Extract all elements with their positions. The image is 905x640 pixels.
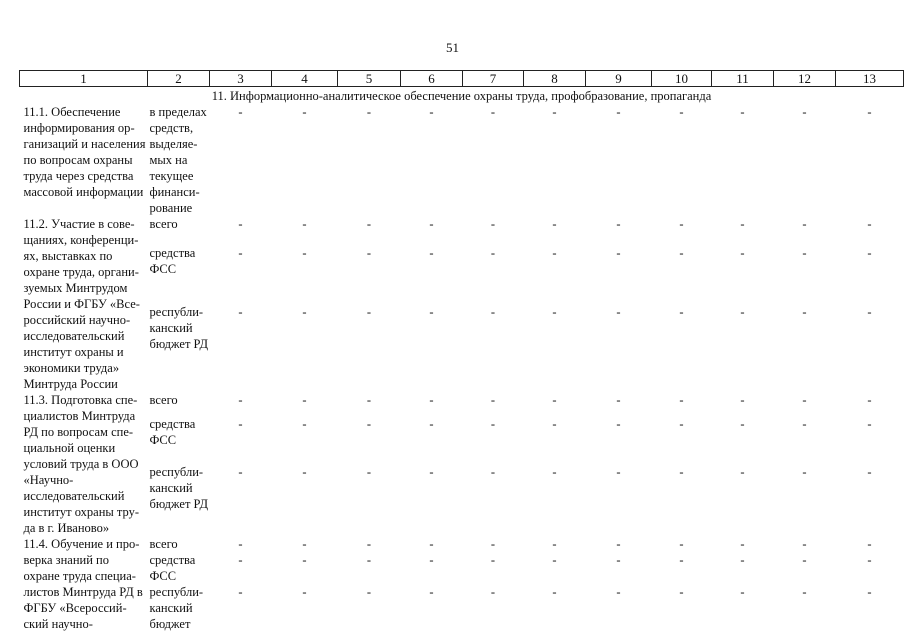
value-cell: -: [552, 465, 557, 479]
value-cell: -: [302, 553, 307, 567]
value-cell: -: [302, 246, 307, 261]
funding-source: республиканский бюджет РД: [149, 465, 209, 511]
col-header-5: 5: [338, 71, 401, 87]
value-cell: -: [366, 393, 372, 407]
value-cell: -: [616, 246, 621, 261]
table-row: [20, 416, 904, 464]
value-cell: -: [238, 304, 243, 319]
value-cell: -: [740, 537, 745, 551]
section-row: [20, 87, 904, 105]
value-cell: -: [490, 246, 496, 261]
value-cell: -: [490, 537, 496, 551]
value-cell: -: [740, 304, 745, 319]
table-row: [20, 552, 904, 584]
col-header-2: 2: [148, 71, 210, 87]
value-cell: -: [679, 553, 684, 567]
value-cell: -: [366, 553, 372, 567]
value-cell: -: [679, 304, 684, 319]
value-cell: -: [867, 217, 872, 231]
value-cell: -: [867, 105, 872, 119]
value-cell: -: [302, 585, 307, 599]
value-cell: -: [802, 393, 807, 407]
value-cell: -: [302, 393, 307, 407]
value-cell: -: [740, 246, 745, 261]
value-cell: -: [238, 393, 243, 407]
page-number: 51: [446, 40, 459, 55]
value-cell: -: [366, 217, 372, 231]
funding-source: в пределах средств, выделяемых на текущее финансирование: [149, 105, 207, 215]
value-cell: -: [616, 217, 621, 231]
value-cell: -: [552, 304, 557, 319]
table-row: [20, 584, 904, 632]
value-cell: -: [302, 465, 307, 479]
value-cell: -: [490, 417, 496, 431]
value-cell: -: [429, 537, 434, 551]
value-cell: -: [867, 417, 872, 431]
value-cell: -: [867, 465, 872, 479]
value-cell: -: [740, 417, 745, 431]
value-cell: -: [616, 393, 621, 407]
value-cell: -: [302, 304, 307, 319]
value-cell: -: [740, 585, 745, 599]
col-header-3: 3: [210, 71, 272, 87]
col-header-6: 6: [401, 71, 463, 87]
value-cell: -: [552, 105, 557, 119]
value-cell: -: [802, 246, 807, 261]
value-cell: -: [490, 553, 496, 567]
value-cell: -: [366, 304, 372, 319]
col-header-11: 11: [712, 71, 774, 87]
value-cell: -: [429, 553, 434, 567]
value-cell: -: [867, 585, 872, 599]
item-description: 11.4. Обучение и проверка знаний по охране труда специалистов Минтруда РД в ФГБУ «Всероссийский научно-: [23, 537, 143, 631]
value-cell: -: [552, 585, 557, 599]
value-cell: -: [802, 105, 807, 119]
value-cell: -: [366, 585, 372, 599]
value-cell: -: [238, 217, 243, 231]
section-title: 11. Информационно-аналитическое обеспечение охраны труда, профобразование, пропаганда: [211, 89, 712, 103]
value-cell: -: [802, 537, 807, 551]
col-header-13: 13: [836, 71, 904, 87]
value-cell: -: [740, 105, 745, 119]
funding-source: всего: [149, 537, 178, 551]
value-cell: -: [490, 585, 496, 599]
value-cell: -: [802, 553, 807, 567]
value-cell: -: [552, 246, 557, 261]
value-cell: -: [366, 417, 372, 431]
value-cell: -: [490, 465, 496, 479]
value-cell: -: [238, 417, 243, 431]
value-cell: -: [302, 105, 307, 119]
value-cell: -: [740, 217, 745, 231]
funding-source: средства ФСС: [149, 246, 196, 277]
value-cell: -: [302, 417, 307, 431]
value-cell: -: [802, 217, 807, 231]
value-cell: -: [802, 304, 807, 319]
value-cell: -: [490, 304, 496, 319]
col-header-7: 7: [463, 71, 524, 87]
value-cell: -: [238, 246, 243, 261]
value-cell: -: [679, 465, 684, 479]
value-cell: -: [679, 105, 684, 119]
value-cell: -: [679, 246, 684, 261]
value-cell: -: [429, 217, 434, 231]
value-cell: -: [802, 417, 807, 431]
value-cell: -: [616, 417, 621, 431]
value-cell: -: [490, 217, 496, 231]
table-row: [20, 104, 904, 216]
value-cell: -: [552, 393, 557, 407]
value-cell: -: [679, 585, 684, 599]
table-row: [20, 464, 904, 536]
value-cell: -: [616, 553, 621, 567]
value-cell: -: [429, 105, 434, 119]
table-row: [20, 392, 904, 416]
value-cell: -: [802, 465, 807, 479]
funding-source: республиканский бюджет РД: [149, 304, 209, 351]
funding-source: всего: [149, 217, 178, 231]
col-header-8: 8: [524, 71, 586, 87]
value-cell: -: [616, 465, 621, 479]
value-cell: -: [429, 585, 434, 599]
value-cell: -: [867, 553, 872, 567]
value-cell: -: [679, 537, 684, 551]
table-row: [20, 536, 904, 552]
value-cell: -: [238, 553, 243, 567]
value-cell: -: [366, 246, 372, 261]
value-cell: -: [679, 417, 684, 431]
col-header-10: 10: [652, 71, 712, 87]
table-row: [20, 216, 904, 245]
value-cell: -: [867, 246, 872, 261]
item-description: 11.3. Подготовка специалистов Минтруда РД по вопросам специальной оценки условий труда в ООО «Научно-исследовательский институт охраны труда в г. Иваново»: [23, 393, 140, 535]
value-cell: -: [490, 393, 496, 407]
funding-source: республиканский бюджет: [149, 585, 204, 631]
value-cell: -: [740, 393, 745, 407]
value-cell: -: [867, 537, 872, 551]
value-cell: -: [867, 393, 872, 407]
budget-table: [19, 70, 903, 632]
value-cell: -: [429, 246, 434, 261]
value-cell: -: [616, 537, 621, 551]
header-row: [20, 71, 904, 87]
item-description: 11.1. Обеспечение информирования организаций и населения по вопросам охраны труда через средства массовой информации: [23, 105, 146, 199]
value-cell: -: [238, 585, 243, 599]
col-header-4: 4: [272, 71, 338, 87]
value-cell: -: [740, 553, 745, 567]
funding-source: средства ФСС: [149, 553, 196, 583]
col-header-12: 12: [774, 71, 836, 87]
funding-source: средства ФСС: [149, 417, 196, 447]
value-cell: -: [552, 537, 557, 551]
col-header-1: 1: [20, 71, 148, 87]
table-row: [20, 245, 904, 304]
value-cell: -: [867, 304, 872, 319]
value-cell: -: [616, 105, 621, 119]
funding-source: всего: [149, 393, 178, 407]
value-cell: -: [429, 393, 434, 407]
value-cell: -: [552, 553, 557, 567]
value-cell: -: [552, 217, 557, 231]
value-cell: -: [366, 105, 372, 119]
value-cell: -: [302, 217, 307, 231]
value-cell: -: [679, 217, 684, 231]
value-cell: -: [616, 585, 621, 599]
value-cell: -: [429, 417, 434, 431]
value-cell: -: [238, 537, 243, 551]
value-cell: -: [429, 304, 434, 319]
value-cell: -: [740, 465, 745, 479]
value-cell: -: [616, 304, 621, 319]
value-cell: -: [302, 537, 307, 551]
value-cell: -: [552, 417, 557, 431]
table-row: [20, 304, 904, 392]
value-cell: -: [366, 537, 372, 551]
item-description: 11.2. Участие в совещаниях, конференциях, выставках по охране труда, организуемых Минтрудом России и ФГБУ «Всероссийский научно-исследовательский институт охраны и экономики труда» Минтруда России: [23, 217, 140, 391]
value-cell: -: [366, 465, 372, 479]
value-cell: -: [490, 105, 496, 119]
value-cell: -: [679, 393, 684, 407]
value-cell: -: [238, 465, 243, 479]
value-cell: -: [802, 585, 807, 599]
value-cell: -: [238, 105, 243, 119]
col-header-9: 9: [586, 71, 652, 87]
value-cell: -: [429, 465, 434, 479]
